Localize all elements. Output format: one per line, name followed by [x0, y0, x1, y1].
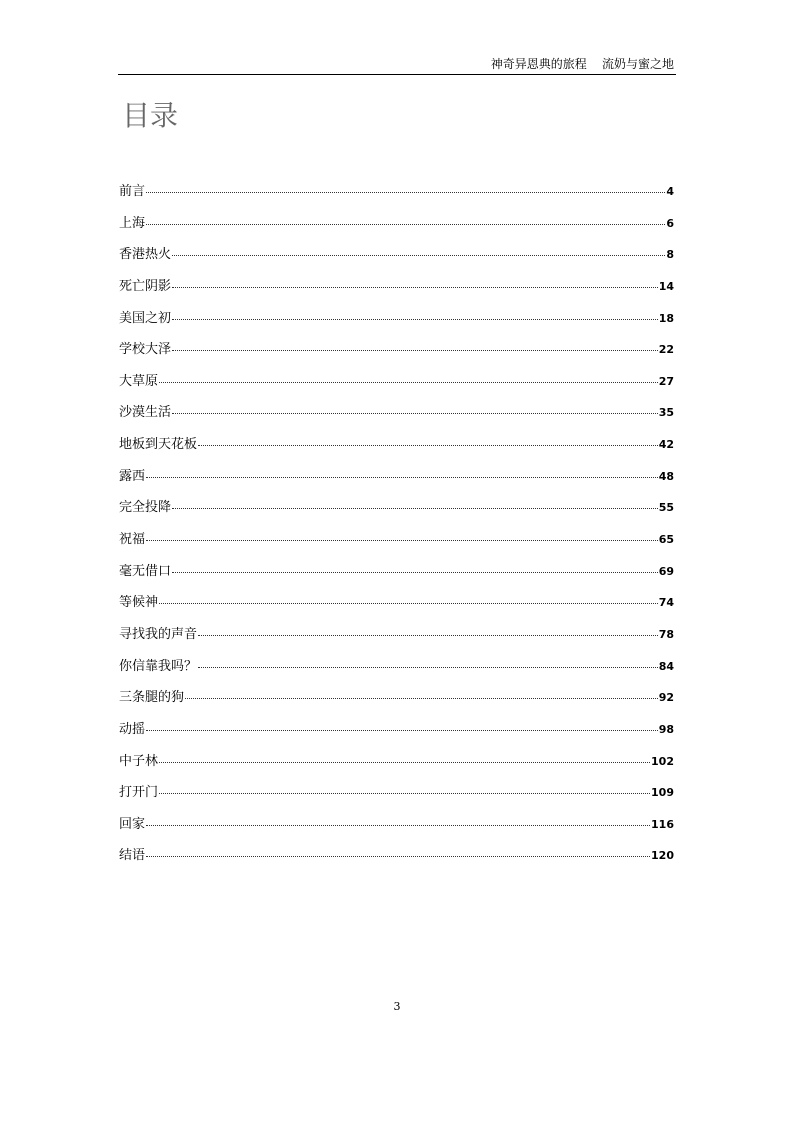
- toc-entry-label: 回家: [119, 816, 146, 832]
- toc-entry[interactable]: [119, 334, 674, 366]
- toc-entry[interactable]: [119, 619, 674, 651]
- toc-entry[interactable]: [119, 366, 674, 398]
- toc-entry[interactable]: [119, 429, 674, 461]
- toc-entry-label: 学校大泽: [119, 342, 172, 358]
- toc-entry-page: 35: [658, 406, 674, 420]
- toc-entry-page: 109: [651, 786, 674, 800]
- toc-leader-dots: [146, 191, 665, 193]
- toc-leader-dots: [146, 223, 665, 225]
- toc-leader-dots: [159, 602, 658, 604]
- toc-leader-dots: [185, 697, 658, 699]
- toc-leader-dots: [172, 412, 658, 414]
- toc-entry-label: 祝福: [119, 532, 146, 548]
- toc-entry-page: 55: [658, 501, 674, 515]
- toc-entry-label: 沙漠生活: [119, 405, 172, 421]
- toc-leader-dots: [159, 381, 658, 383]
- toc-leader-dots: [172, 286, 658, 288]
- toc-leader-dots: [146, 824, 650, 826]
- toc-entry-page: 4: [666, 185, 674, 198]
- toc-leader-dots: [159, 792, 650, 794]
- toc-leader-dots: [146, 729, 658, 731]
- toc-entry-page: 14: [658, 279, 674, 293]
- toc-entry-page: 120: [651, 849, 674, 863]
- running-title: 神奇异恩典的旅程 流奶与蜜之地: [490, 57, 674, 71]
- toc-entry[interactable]: [119, 303, 674, 335]
- toc-entry[interactable]: [119, 271, 674, 303]
- toc-list: [119, 176, 674, 872]
- toc-leader-dots: [146, 476, 658, 478]
- toc-title: 目录: [122, 99, 179, 132]
- toc-entry[interactable]: [119, 208, 674, 240]
- toc-entry-page: 42: [658, 438, 674, 452]
- toc-leader-dots: [146, 855, 650, 857]
- toc-leader-dots: [172, 507, 658, 509]
- toc-entry[interactable]: [119, 556, 674, 588]
- toc-entry-label: 等候神: [119, 595, 159, 611]
- toc-entry-page: 8: [666, 248, 674, 262]
- toc-entry[interactable]: [119, 746, 674, 778]
- toc-leader-dots: [172, 571, 658, 573]
- toc-entry[interactable]: [119, 809, 674, 841]
- toc-entry-page: 74: [658, 596, 674, 610]
- toc-entry-label: 中子林: [119, 753, 159, 769]
- toc-leader-dots: [198, 634, 658, 636]
- toc-entry-label: 大草原: [119, 373, 159, 389]
- toc-entry-page: 27: [658, 374, 674, 388]
- toc-entry-page: 84: [658, 659, 674, 673]
- toc-entry-label: 地板到天花板: [119, 437, 198, 453]
- toc-entry-page: 78: [658, 627, 674, 641]
- toc-leader-dots: [159, 761, 650, 763]
- toc-entry-label: 前言: [119, 184, 146, 199]
- toc-entry[interactable]: [119, 777, 674, 809]
- toc-entry-label: 上海: [119, 215, 146, 231]
- toc-entry-label: 完全投降: [119, 500, 172, 516]
- toc-entry[interactable]: [119, 461, 674, 493]
- toc-entry-label: 三条腿的狗: [119, 690, 185, 706]
- toc-entry-page: 48: [658, 469, 674, 483]
- toc-entry[interactable]: [119, 492, 674, 524]
- toc-leader-dots: [172, 349, 658, 351]
- toc-entry-page: 116: [651, 817, 674, 831]
- toc-entry-page: 65: [658, 533, 674, 547]
- toc-entry-label: 毫无借口: [119, 563, 172, 579]
- toc-entry[interactable]: [119, 651, 674, 683]
- toc-entry-label: 寻找我的声音: [119, 626, 198, 642]
- toc-entry-label: 结语: [119, 848, 146, 864]
- toc-entry-page: 69: [658, 564, 674, 578]
- toc-entry[interactable]: [119, 840, 674, 872]
- toc-leader-dots: [198, 666, 658, 668]
- toc-entry-label: 你信靠我吗？: [119, 658, 198, 674]
- toc-entry[interactable]: [119, 587, 674, 619]
- toc-entry[interactable]: [119, 682, 674, 714]
- toc-leader-dots: [172, 254, 665, 256]
- toc-entry-page: 102: [651, 754, 674, 768]
- toc-entry-label: 死亡阴影: [119, 278, 172, 294]
- toc-entry[interactable]: [119, 524, 674, 556]
- toc-entry-label: 香港热火: [119, 247, 172, 263]
- toc-entry-page: 98: [658, 722, 674, 736]
- toc-entry[interactable]: [119, 714, 674, 746]
- toc-entry-page: 22: [658, 343, 674, 357]
- toc-entry[interactable]: [119, 176, 674, 208]
- toc-entry[interactable]: [119, 239, 674, 271]
- toc-entry[interactable]: [119, 397, 674, 429]
- toc-entry-page: 18: [658, 311, 674, 325]
- toc-entry-page: 92: [658, 691, 674, 705]
- toc-leader-dots: [146, 539, 658, 541]
- toc-entry-page: 6: [666, 216, 674, 230]
- toc-entry-label: 露西: [119, 468, 146, 484]
- page-number: 3: [393, 1000, 401, 1013]
- toc-entry-label: 美国之初: [119, 310, 172, 326]
- toc-leader-dots: [172, 318, 658, 320]
- page-header: [118, 56, 676, 75]
- toc-entry-label: 打开门: [119, 785, 159, 801]
- toc-entry-label: 动摇: [119, 721, 146, 737]
- toc-leader-dots: [198, 444, 658, 446]
